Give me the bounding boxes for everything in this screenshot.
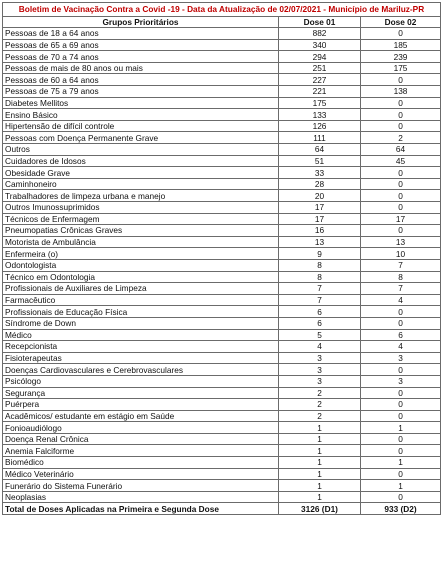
row-dose1-cell: 17 — [279, 202, 361, 214]
row-group-cell: Segurança — [3, 387, 279, 399]
row-group-cell: Outros Imunossuprimidos — [3, 202, 279, 214]
row-dose2-cell: 0 — [361, 317, 441, 329]
row-dose2-cell: 0 — [361, 387, 441, 399]
row-dose2-cell: 0 — [361, 306, 441, 318]
table-row — [3, 225, 441, 237]
row-dose2-cell: 1 — [361, 480, 441, 492]
table-row — [3, 387, 441, 399]
table-row — [3, 480, 441, 492]
row-dose2-cell: 0 — [361, 120, 441, 132]
row-dose2-cell: 0 — [361, 28, 441, 40]
row-dose1-cell: 1 — [279, 457, 361, 469]
row-dose1-cell: 340 — [279, 39, 361, 51]
table-row — [3, 144, 441, 156]
row-dose2-cell: 17 — [361, 213, 441, 225]
row-dose1-cell: 2 — [279, 399, 361, 411]
row-dose1-cell: 1 — [279, 468, 361, 480]
vaccination-table — [2, 2, 441, 515]
row-group-cell: Ensino Básico — [3, 109, 279, 121]
row-dose2-cell: 3 — [361, 352, 441, 364]
row-dose2-cell: 175 — [361, 62, 441, 74]
row-dose1-cell: 3 — [279, 352, 361, 364]
table-row — [3, 271, 441, 283]
row-dose1-cell: 8 — [279, 259, 361, 271]
row-dose1-cell: 2 — [279, 410, 361, 422]
row-dose2-cell: 7 — [361, 259, 441, 271]
row-dose2-cell: 0 — [361, 399, 441, 411]
row-group-cell: Hipertensão de difícil controle — [3, 120, 279, 132]
table-row — [3, 248, 441, 260]
row-group-cell: Odontologista — [3, 259, 279, 271]
row-group-cell: Doença Renal Crônica — [3, 433, 279, 445]
row-dose1-cell: 251 — [279, 62, 361, 74]
row-group-cell: Pessoas de mais de 80 anos ou mais — [3, 62, 279, 74]
row-dose2-cell: 4 — [361, 341, 441, 353]
row-group-cell: Médico Veterinário — [3, 468, 279, 480]
row-dose2-cell: 0 — [361, 491, 441, 503]
table-row — [3, 62, 441, 74]
row-group-cell: Profissionais de Educação Física — [3, 306, 279, 318]
table-row — [3, 178, 441, 190]
row-dose1-cell: 126 — [279, 120, 361, 132]
table-row — [3, 317, 441, 329]
row-dose2-cell: 239 — [361, 51, 441, 63]
row-group-cell: Pessoas de 18 a 64 anos — [3, 28, 279, 40]
row-group-cell: Farmacêutico — [3, 294, 279, 306]
table-row — [3, 457, 441, 469]
row-group-cell: Neoplasias — [3, 491, 279, 503]
row-group-cell: Técnicos de Enfermagem — [3, 213, 279, 225]
row-dose2-cell: 138 — [361, 86, 441, 98]
table-row — [3, 51, 441, 63]
row-group-cell: Funerário do Sistema Funerário — [3, 480, 279, 492]
row-group-cell: Puérpera — [3, 399, 279, 411]
table-row — [3, 39, 441, 51]
table-row — [3, 329, 441, 341]
row-dose1-cell: 20 — [279, 190, 361, 202]
row-dose2-cell: 0 — [361, 410, 441, 422]
table-row — [3, 190, 441, 202]
row-group-cell: Profissionais de Auxiliares de Limpeza — [3, 283, 279, 295]
row-dose1-cell: 8 — [279, 271, 361, 283]
row-group-cell: Psicólogo — [3, 375, 279, 387]
table-row — [3, 213, 441, 225]
row-group-cell: Trabalhadores de limpeza urbana e manejo — [3, 190, 279, 202]
total-row — [3, 503, 441, 515]
table-row — [3, 202, 441, 214]
title-row — [3, 3, 441, 17]
table-row — [3, 399, 441, 411]
bulletin-title: Boletim de Vacinação Contra a Covid -19 - Data da Atualização de 02/07/2021 - Município de Mariluz-PR — [3, 3, 441, 17]
row-dose1-cell: 227 — [279, 74, 361, 86]
table-row — [3, 259, 441, 271]
row-dose1-cell: 1 — [279, 422, 361, 434]
row-dose1-cell: 1 — [279, 491, 361, 503]
row-dose1-cell: 1 — [279, 480, 361, 492]
table-row — [3, 120, 441, 132]
row-group-cell: Outros — [3, 144, 279, 156]
row-dose2-cell: 0 — [361, 468, 441, 480]
row-dose2-cell: 3 — [361, 375, 441, 387]
row-group-cell: Recepcionista — [3, 341, 279, 353]
row-dose1-cell: 5 — [279, 329, 361, 341]
row-group-cell: Enfermeira (o) — [3, 248, 279, 260]
table-row — [3, 364, 441, 376]
row-dose1-cell: 64 — [279, 144, 361, 156]
row-dose1-cell: 294 — [279, 51, 361, 63]
table-row — [3, 132, 441, 144]
table-row — [3, 74, 441, 86]
row-dose2-cell: 1 — [361, 457, 441, 469]
row-dose1-cell: 111 — [279, 132, 361, 144]
row-group-cell: Médico — [3, 329, 279, 341]
row-dose1-cell: 4 — [279, 341, 361, 353]
row-dose1-cell: 3 — [279, 364, 361, 376]
row-dose2-cell: 2 — [361, 132, 441, 144]
table-row — [3, 109, 441, 121]
row-dose2-cell: 6 — [361, 329, 441, 341]
row-group-cell: Acadêmicos/ estudante em estágio em Saúde — [3, 410, 279, 422]
row-dose1-cell: 1 — [279, 433, 361, 445]
table-row — [3, 445, 441, 457]
table-row — [3, 167, 441, 179]
row-dose1-cell: 6 — [279, 317, 361, 329]
table-row — [3, 352, 441, 364]
row-group-cell: Diabetes Mellitos — [3, 97, 279, 109]
table-row — [3, 375, 441, 387]
row-group-cell: Anemia Falciforme — [3, 445, 279, 457]
row-dose2-cell: 0 — [361, 225, 441, 237]
row-dose2-cell: 64 — [361, 144, 441, 156]
row-group-cell: Pneumopatias Crônicas Graves — [3, 225, 279, 237]
row-dose2-cell: 0 — [361, 74, 441, 86]
row-group-cell: Pessoas de 75 a 79 anos — [3, 86, 279, 98]
table-row — [3, 468, 441, 480]
row-group-cell: Caminhoneiro — [3, 178, 279, 190]
row-dose2-cell: 0 — [361, 190, 441, 202]
row-dose1-cell: 7 — [279, 294, 361, 306]
row-dose1-cell: 13 — [279, 236, 361, 248]
row-dose2-cell: 13 — [361, 236, 441, 248]
row-dose1-cell: 17 — [279, 213, 361, 225]
row-dose2-cell: 0 — [361, 364, 441, 376]
row-dose1-cell: 1 — [279, 445, 361, 457]
row-dose1-cell: 16 — [279, 225, 361, 237]
row-dose1-cell: 133 — [279, 109, 361, 121]
row-dose2-cell: 0 — [361, 167, 441, 179]
row-dose1-cell: 9 — [279, 248, 361, 260]
total-dose1: 3126 (D1) — [279, 503, 361, 515]
table-row — [3, 294, 441, 306]
row-dose2-cell: 1 — [361, 422, 441, 434]
table-row — [3, 155, 441, 167]
row-group-cell: Pessoas de 65 a 69 anos — [3, 39, 279, 51]
table-row — [3, 491, 441, 503]
row-group-cell: Cuidadores de Idosos — [3, 155, 279, 167]
table-row — [3, 97, 441, 109]
row-group-cell: Biomédico — [3, 457, 279, 469]
table-row — [3, 306, 441, 318]
header-row — [3, 16, 441, 28]
row-dose2-cell: 0 — [361, 202, 441, 214]
row-group-cell: Motorista de Ambulância — [3, 236, 279, 248]
row-dose2-cell: 10 — [361, 248, 441, 260]
row-dose2-cell: 45 — [361, 155, 441, 167]
total-label: Total de Doses Aplicadas na Primeira e Segunda Dose — [3, 503, 279, 515]
row-dose2-cell: 0 — [361, 178, 441, 190]
row-group-cell: Pessoas de 70 a 74 anos — [3, 51, 279, 63]
row-group-cell: Fonioaudiólogo — [3, 422, 279, 434]
row-group-cell: Obesidade Grave — [3, 167, 279, 179]
total-dose2: 933 (D2) — [361, 503, 441, 515]
row-dose2-cell: 0 — [361, 109, 441, 121]
row-dose1-cell: 51 — [279, 155, 361, 167]
row-group-cell: Doenças Cardiovasculares e Cerebrovasculares — [3, 364, 279, 376]
row-dose1-cell: 33 — [279, 167, 361, 179]
row-dose1-cell: 175 — [279, 97, 361, 109]
row-dose1-cell: 221 — [279, 86, 361, 98]
row-dose2-cell: 0 — [361, 433, 441, 445]
row-dose2-cell: 7 — [361, 283, 441, 295]
row-dose1-cell: 6 — [279, 306, 361, 318]
row-dose1-cell: 3 — [279, 375, 361, 387]
header-group: Grupos Prioritários — [3, 16, 279, 28]
header-dose2: Dose 02 — [361, 16, 441, 28]
row-group-cell: Pessoas com Doença Permanente Grave — [3, 132, 279, 144]
table-row — [3, 410, 441, 422]
row-dose1-cell: 2 — [279, 387, 361, 399]
row-group-cell: Fisioterapeutas — [3, 352, 279, 364]
row-dose1-cell: 28 — [279, 178, 361, 190]
row-group-cell: Síndrome de Down — [3, 317, 279, 329]
row-group-cell: Pessoas de 60 a 64 anos — [3, 74, 279, 86]
table-row — [3, 433, 441, 445]
table-row — [3, 341, 441, 353]
row-dose2-cell: 4 — [361, 294, 441, 306]
table-row — [3, 422, 441, 434]
row-dose2-cell: 8 — [361, 271, 441, 283]
row-dose2-cell: 0 — [361, 445, 441, 457]
row-dose1-cell: 882 — [279, 28, 361, 40]
row-dose1-cell: 7 — [279, 283, 361, 295]
vaccination-bulletin — [2, 2, 440, 515]
table-row — [3, 86, 441, 98]
table-row — [3, 283, 441, 295]
header-dose1: Dose 01 — [279, 16, 361, 28]
row-dose2-cell: 185 — [361, 39, 441, 51]
table-row — [3, 28, 441, 40]
row-group-cell: Técnico em Odontologia — [3, 271, 279, 283]
table-row — [3, 236, 441, 248]
row-dose2-cell: 0 — [361, 97, 441, 109]
